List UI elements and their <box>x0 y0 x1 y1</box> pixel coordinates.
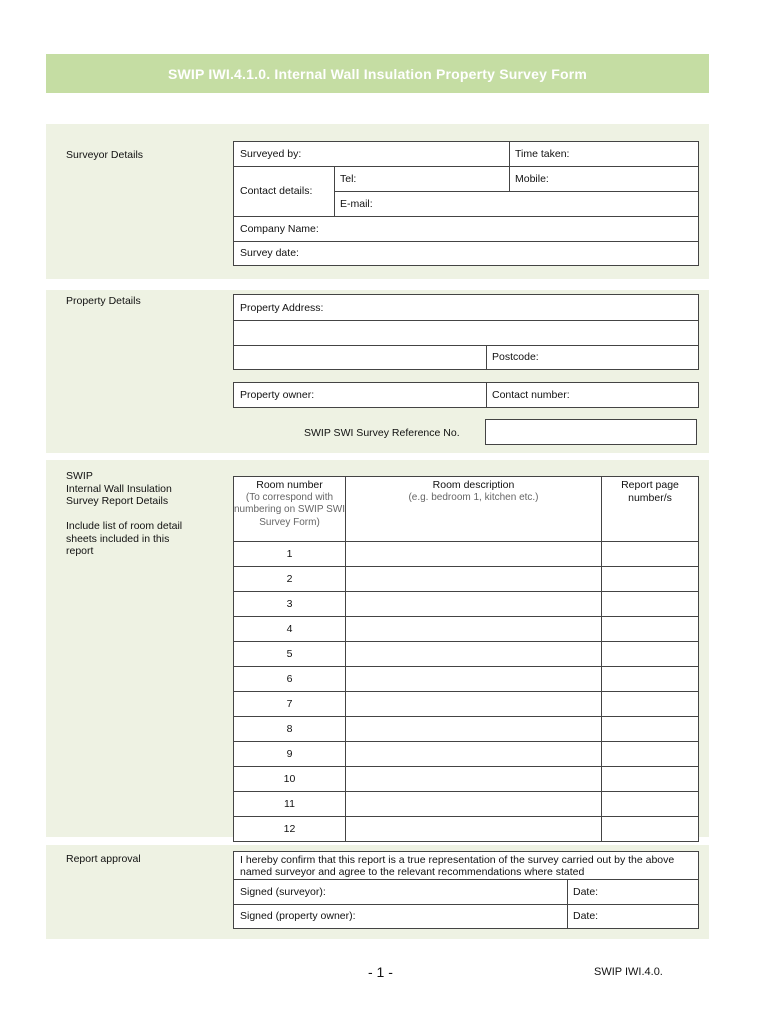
reference-input[interactable] <box>485 419 697 445</box>
confirmation-text: I hereby confirm that this report is a true representation of the survey carried out by the above named surveyor and agree to the relevant recommendations where stated <box>240 854 675 878</box>
time-taken-field[interactable]: Time taken: <box>515 148 570 160</box>
reference-label: SWIP SWI Survey Reference No. <box>304 427 460 439</box>
room-description-cell[interactable] <box>346 592 602 617</box>
room-row <box>234 767 699 792</box>
report-page-cell[interactable] <box>602 617 699 642</box>
report-details-note: Include list of room detail sheets included in this report <box>66 520 183 557</box>
property-owner-box <box>233 382 699 408</box>
room-row <box>234 617 699 642</box>
room-number-cell: 3 <box>234 592 346 617</box>
report-approval-section <box>46 845 709 939</box>
report-page-cell[interactable] <box>602 742 699 767</box>
signed-owner-field[interactable]: Signed (property owner): <box>240 910 356 922</box>
property-address-field[interactable]: Property Address: <box>240 301 324 314</box>
room-number-cell: 12 <box>234 817 346 842</box>
document-code: SWIP IWI.4.0. <box>594 966 663 978</box>
report-approval-label: Report approval <box>66 853 141 865</box>
report-page-cell[interactable] <box>602 592 699 617</box>
room-number-cell: 5 <box>234 642 346 667</box>
room-description-cell[interactable] <box>346 617 602 642</box>
room-number-cell: 8 <box>234 717 346 742</box>
report-page-cell[interactable] <box>602 567 699 592</box>
approval-box <box>233 851 699 929</box>
surveyed-by-field[interactable]: Surveyed by: <box>240 148 302 160</box>
room-number-cell: 2 <box>234 567 346 592</box>
room-row <box>234 717 699 742</box>
room-number-cell: 1 <box>234 542 346 567</box>
report-page-cell[interactable] <box>602 817 699 842</box>
room-description-cell[interactable] <box>346 742 602 767</box>
owner-date-field[interactable]: Date: <box>573 910 599 922</box>
room-number-cell: 9 <box>234 742 346 767</box>
rooms-table <box>233 476 699 842</box>
room-row <box>234 742 699 767</box>
room-description-cell[interactable] <box>346 667 602 692</box>
surveyor-date-field[interactable]: Date: <box>573 885 599 898</box>
room-description-header: Room description (e.g. bedroom 1, kitchen etc.) <box>346 477 602 542</box>
contact-number-field[interactable]: Contact number: <box>492 389 570 401</box>
room-row <box>234 542 699 567</box>
report-page-cell[interactable] <box>602 692 699 717</box>
page-number: - 1 - <box>368 964 393 980</box>
report-details-section <box>46 460 709 837</box>
property-details-section <box>46 290 709 453</box>
surveyor-details-box <box>233 141 699 266</box>
room-description-cell[interactable] <box>346 567 602 592</box>
room-row <box>234 692 699 717</box>
form-title: SWIP IWI.4.1.0. Internal Wall Insulation Property Survey Form <box>46 54 709 93</box>
room-row <box>234 667 699 692</box>
report-page-cell[interactable] <box>602 642 699 667</box>
report-page-cell[interactable] <box>602 542 699 567</box>
surveyor-details-label: Surveyor Details <box>66 149 144 161</box>
room-description-cell[interactable] <box>346 767 602 792</box>
room-row <box>234 792 699 817</box>
property-address-line2[interactable] <box>234 320 698 345</box>
property-address-box <box>233 294 699 370</box>
signed-surveyor-field[interactable]: Signed (surveyor): <box>240 885 326 898</box>
contact-details-label: Contact details: <box>240 185 313 197</box>
email-field[interactable]: E-mail: <box>340 197 373 210</box>
room-description-cell[interactable] <box>346 542 602 567</box>
report-page-header: Report page number/s <box>602 477 699 542</box>
room-number-cell: 6 <box>234 667 346 692</box>
surveyor-details-section <box>46 124 709 279</box>
room-number-header: Room number (To correspond with numbering on SWIP SWI Survey Form) <box>234 477 346 542</box>
company-name-field[interactable]: Company Name: <box>240 222 319 235</box>
room-description-cell[interactable] <box>346 692 602 717</box>
report-page-cell[interactable] <box>602 767 699 792</box>
postcode-field[interactable]: Postcode: <box>492 351 539 363</box>
mobile-field[interactable]: Mobile: <box>515 172 549 185</box>
room-row <box>234 817 699 842</box>
property-details-label: Property Details <box>66 295 141 307</box>
report-details-label: SWIP Internal Wall Insulation Survey Report Details <box>66 470 172 507</box>
survey-date-field[interactable]: Survey date: <box>240 247 299 259</box>
property-owner-field[interactable]: Property owner: <box>240 389 315 401</box>
room-row <box>234 642 699 667</box>
report-page-cell[interactable] <box>602 667 699 692</box>
room-description-cell[interactable] <box>346 817 602 842</box>
room-description-cell[interactable] <box>346 717 602 742</box>
room-number-cell: 7 <box>234 692 346 717</box>
room-row <box>234 592 699 617</box>
room-number-cell: 10 <box>234 767 346 792</box>
room-number-cell: 11 <box>234 792 346 817</box>
report-page-cell[interactable] <box>602 717 699 742</box>
room-description-cell[interactable] <box>346 792 602 817</box>
report-page-cell[interactable] <box>602 792 699 817</box>
property-address-line3[interactable] <box>234 345 486 369</box>
room-description-cell[interactable] <box>346 642 602 667</box>
room-number-cell: 4 <box>234 617 346 642</box>
tel-field[interactable]: Tel: <box>340 172 357 185</box>
room-row <box>234 567 699 592</box>
